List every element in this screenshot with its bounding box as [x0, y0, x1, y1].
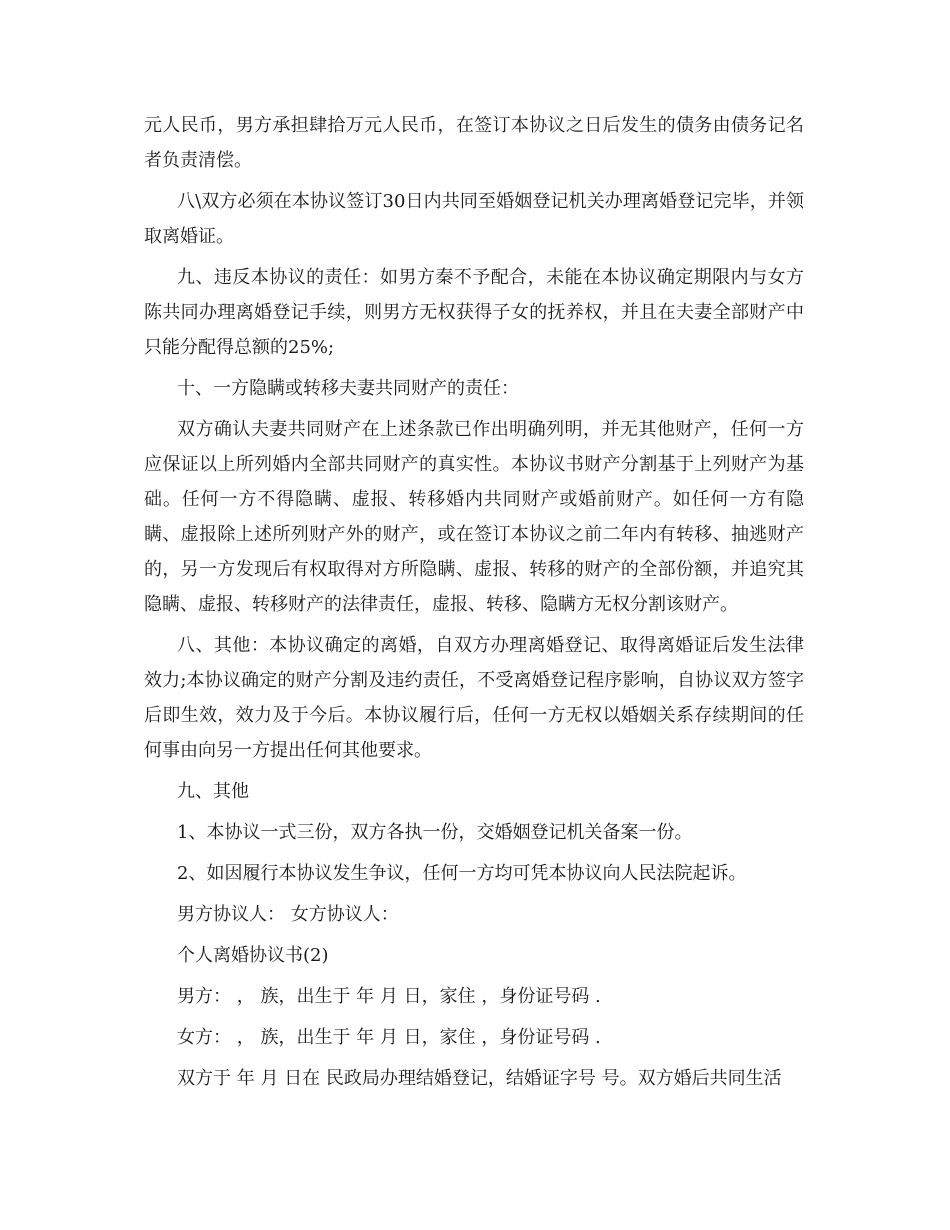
signature-line: 男方协议人： 女方协议人：: [177, 904, 399, 925]
paragraph-clause-9-breach: 九、违反本协议的责任：如男方秦不予配合，未能在本协议确定期限内与女方陈共同办理离婚登记手续，则男方无权获得子女的抚养权，并且在夫妻全部财产中只能分配得总额的25%;: [144, 267, 804, 358]
document-body: [144, 108, 804, 1102]
paragraph-item-2: 2、如因履行本协议发生争议，任何一方均可凭本协议向人民法院起诉。: [177, 863, 747, 884]
paragraph-item-1: 1、本协议一式三份，双方各执一份，交婚姻登记机关备案一份。: [177, 822, 693, 843]
male-party-info: 男方： ， 族，出生于 年 月 日，家住 ，身份证号码 .: [177, 986, 601, 1007]
section-title: 个人离婚协议书(2): [177, 945, 329, 966]
paragraph-clause-9-other-heading: 九、其他: [177, 781, 249, 802]
paragraph-clause-10-heading: 十、一方隐瞒或转移夫妻共同财产的责任：: [177, 378, 519, 399]
marriage-registration-info: 双方于 年 月 日在 民政局办理结婚登记，结婚证字号 号。双方婚后共同生活: [177, 1068, 782, 1089]
paragraph-clause-8-registration: 八\双方必须在本协议签订30日内共同至婚姻登记机关办理离婚登记完毕，并领取离婚证。: [144, 191, 804, 247]
paragraph-clause-10-body: 双方确认夫妻共同财产在上述条款已作出明确列明，并无其他财产，任何一方应保证以上所列婚内全部共同财产的真实性。本协议书财产分割基于上列财产为基础。任何一方不得隐瞒、虚报、转移婚内共同财产或婚前财产。如任何一方有隐瞒、虚报除上述所列财产外的财产，或在签订本协议之前二年内有转移、抽逃财产的，另一方发现后有权取得对方所隐瞒、虚报、转移的财产的全部份额，并追究其隐瞒、虚报、转移财产的法律责任，虚报、转移、隐瞒方无权分割该财产。: [144, 419, 804, 615]
paragraph-debt-clause: 元人民币，男方承担肆拾万元人民币，在签订本协议之日后发生的债务由债务记名者负责清偿。: [144, 115, 804, 171]
female-party-info: 女方： ， 族，出生于 年 月 日，家住 ，身份证号码 .: [177, 1027, 601, 1048]
paragraph-clause-8-other: 八、其他：本协议确定的离婚，自双方办理离婚登记、取得离婚证后发生法律效力;本协议确定的财产分割及违约责任，不受离婚登记程序影响，自协议双方签字后即生效，效力及于今后。本协议履行后，任何一方无权以婚姻关系存续期间的任何事由向另一方提出任何其他要求。: [144, 635, 804, 761]
